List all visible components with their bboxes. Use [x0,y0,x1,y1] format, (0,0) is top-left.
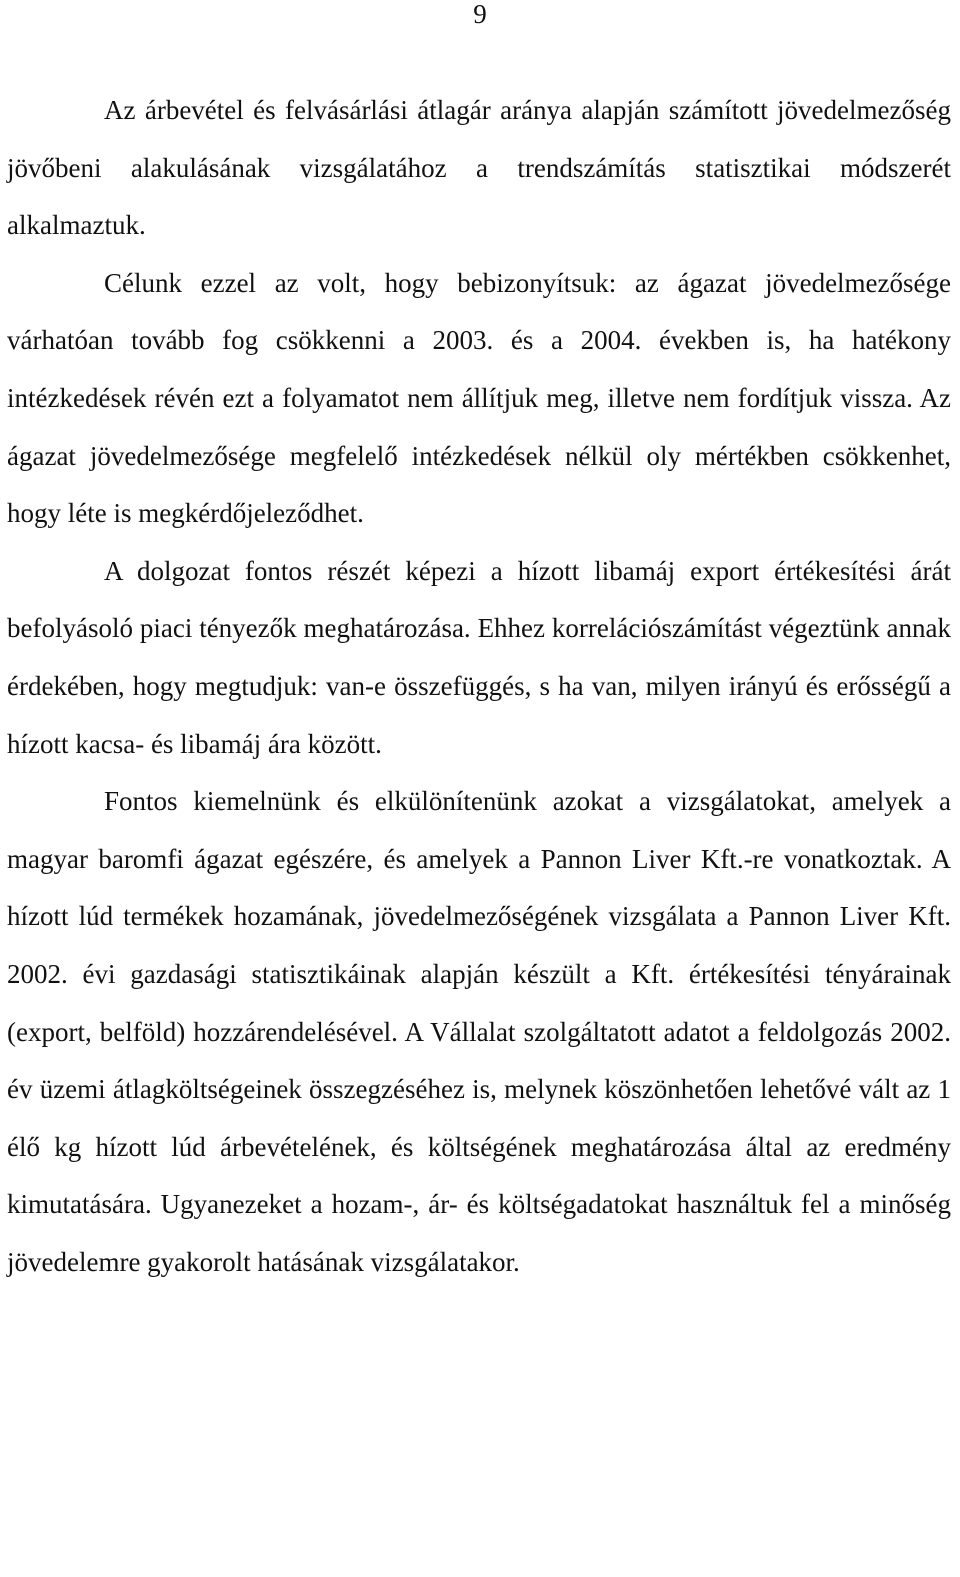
paragraph-trend-method: Az árbevétel és felvásárlási átlagár aránya alapján számított jövedelmezőség jövőbeni alakulásának vizsgálatához a trendszámítás statisztikai módszerét alkalmaztuk. [7,95,951,241]
body-text [7,82,951,1291]
page-number: 9 [473,0,487,29]
paragraph-correlation: A dolgozat fontos részét képezi a hízott libamáj export értékesítési árát befolyásoló piaci tényezők meghatározása. Ehhez korrelációszámítást végeztünk annak érdekében, hogy megtudjuk: van-e összefüggés, s ha van, milyen irányú és erősségű a hízott kacsa- és libamáj ára között. [7,555,951,759]
paragraph-goal: Célunk ezzel az volt, hogy bebizonyítsuk: az ágazat jövedelmezősége várhatóan tovább fog csökkenni a 2003. és a 2004. években is, ha hatékony intézkedések révén ezt a folyamatot nem állítjuk meg, illetve nem fordítjuk vissza. Az ágazat jövedelmezősége megfelelő intézkedések nélkül oly mértékben csökkenhet, hogy léte is megkérdőjeleződhet. [7,267,951,529]
paragraph-pannon-liver: Fontos kiemelnünk és elkülönítenünk azokat a vizsgálatokat, amelyek a magyar baromfi ágazat egészére, és amelyek a Pannon Liver Kft.-re vonatkoztak. A hízott lúd termékek hozamának, jövedelmezőségének vizsgálata a Pannon Liver Kft. 2002. évi gazdasági statisztikáinak alapján készült a Kft. értékesítési tényárainak (export, belföld) hozzárendelésével. A Vállalat szolgáltatott adatot a feldolgozás 2002. év üzemi átlagköltségeinek összegzéséhez is, melynek köszönhetően lehetővé vált az 1 élő kg hízott lúd árbevételének, és költségének meghatározása által az eredmény kimutatására. Ugyanezeket a hozam-, ár- és költségadatokat használtuk fel a minőség jövedelemre gyakorolt hatásának vizsgálatakor. [7,786,951,1277]
